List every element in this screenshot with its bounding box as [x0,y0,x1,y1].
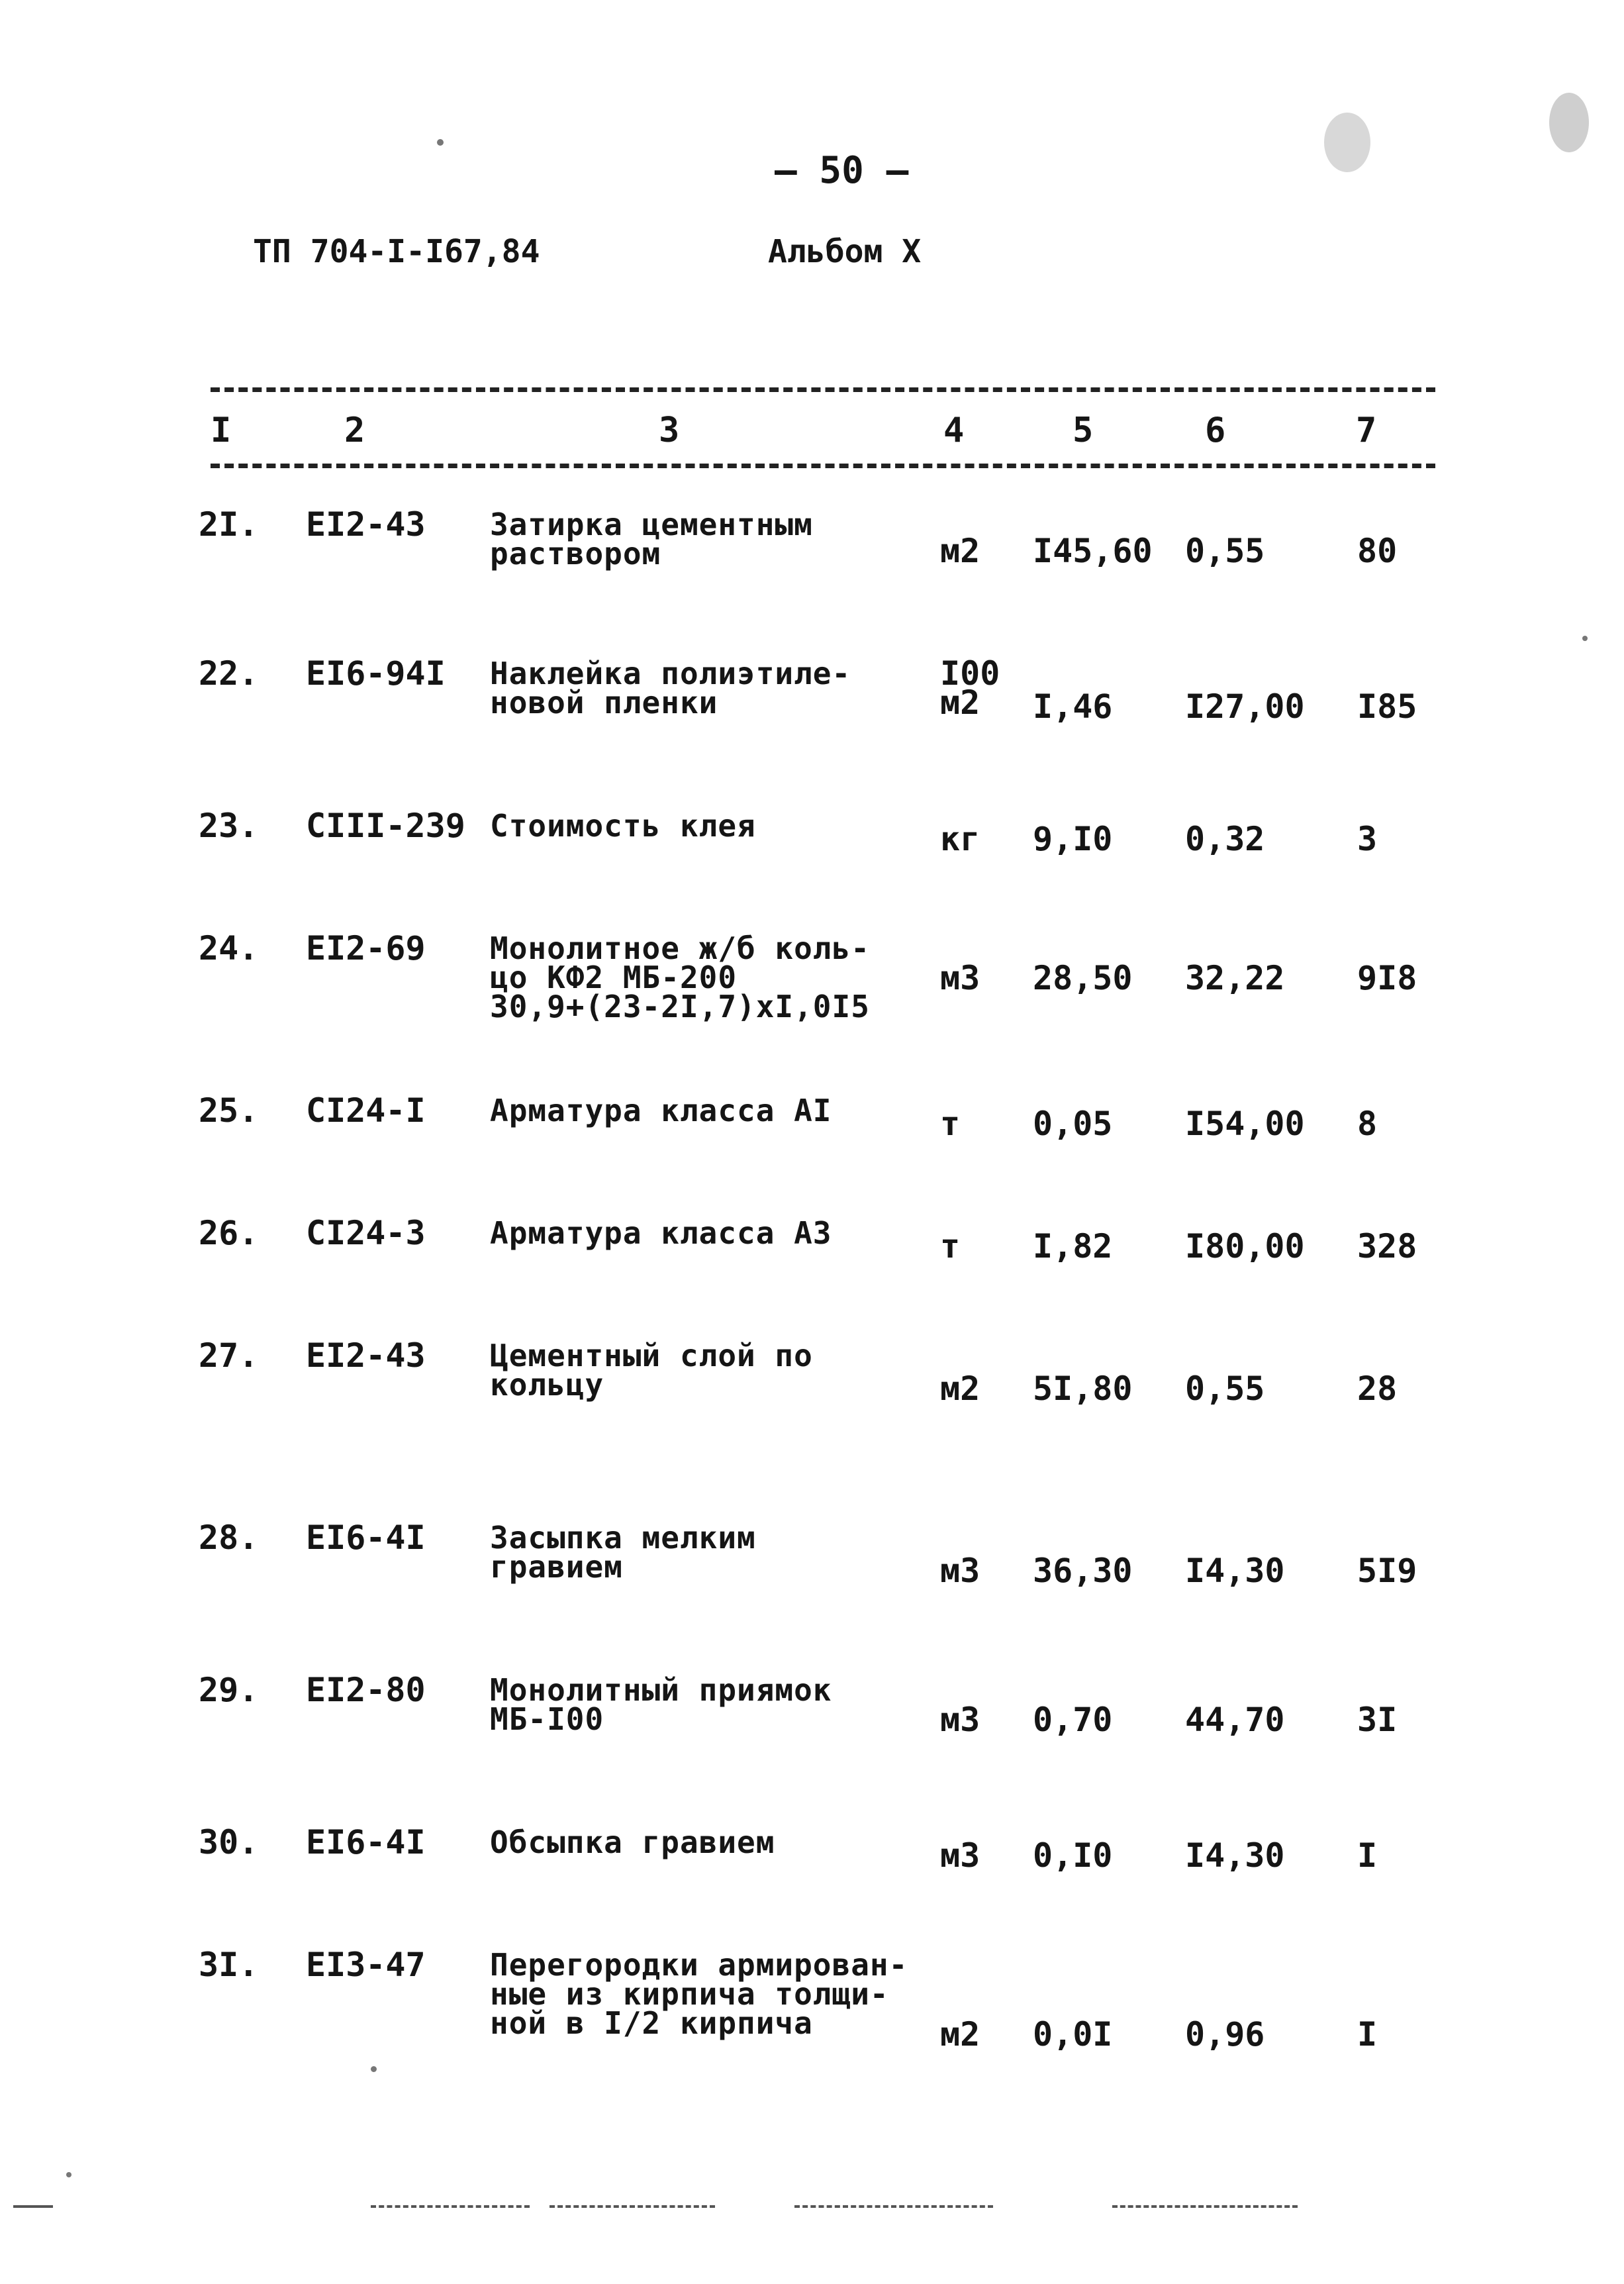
row-total: 8 [1357,1105,1378,1143]
row-unit: т [940,1105,961,1143]
col-head-7: 7 [1356,411,1377,450]
row-unit: м3 [940,1701,980,1739]
col-head-4: 4 [943,411,965,450]
row-code: CIII-239 [306,807,465,845]
row-unit-price: 32,22 [1185,959,1285,997]
row-unit-price: I80,00 [1185,1227,1305,1266]
row-unit-price: 44,70 [1185,1701,1285,1739]
row-number: 30. [199,1823,259,1862]
row-description-line: Стоимость клея [490,808,756,844]
row-number: 24. [199,929,259,968]
row-total: 5I9 [1357,1552,1417,1590]
scan-noise [371,2066,377,2072]
row-quantity: 36,30 [1033,1552,1133,1590]
row-total: 3 [1357,820,1378,858]
row-total: 9I8 [1357,959,1417,997]
row-number: 2I. [199,505,259,544]
row-unit-price: I4,30 [1185,1836,1285,1875]
row-unit-price: 0,55 [1185,1369,1265,1408]
col-head-1: I [211,411,232,450]
row-quantity: 0,70 [1033,1701,1113,1739]
row-description-line: кольцу [490,1367,604,1403]
row-code: EI2-69 [306,929,426,968]
row-number: 22. [199,654,259,693]
row-number: 23. [199,807,259,845]
row-unit: м3 [940,959,980,997]
row-description-line: Засыпка мелким [490,1520,756,1556]
row-code: EI2-80 [306,1671,426,1709]
bottom-rule-4 [1112,2205,1298,2208]
row-unit-price: 0,32 [1185,820,1265,858]
row-unit: м2 [940,2015,980,2054]
row-description-line: ные из кирпича толщи- [490,1976,889,2012]
row-number: 28. [199,1518,259,1557]
col-head-2: 2 [344,411,365,450]
row-total: 80 [1357,532,1398,570]
row-description-line: гравием [490,1549,623,1585]
row-total: I [1357,2015,1378,2054]
row-number: 27. [199,1336,259,1375]
scan-noise [66,2172,72,2177]
table-header-rule [211,464,1435,468]
row-quantity: 9,I0 [1033,820,1113,858]
row-unit: м3 [940,1552,980,1590]
row-number: 26. [199,1214,259,1252]
col-head-6: 6 [1205,411,1226,450]
row-description-line: цо КФ2 МБ-200 [490,960,738,995]
row-description-line: новой пленки [490,685,718,720]
row-number: 29. [199,1671,259,1709]
row-total: 328 [1357,1227,1417,1266]
album-label: Альбом X [768,233,922,270]
row-total: 3I [1357,1701,1398,1739]
row-unit: м2 [940,1369,980,1408]
row-quantity: 28,50 [1033,959,1133,997]
row-description-line: Перегородки армирован- [490,1947,908,1983]
row-description-line: Обсыпка гравием [490,1824,775,1860]
row-description-line: Наклейка полиэтиле- [490,656,851,691]
row-unit: м2 [940,683,980,722]
row-description-line: Монолитный приямок [490,1672,832,1708]
row-code: EI6-4I [306,1518,426,1557]
page-number: — 50 — [775,149,909,192]
row-description-line: Арматура класса AI [490,1093,832,1128]
row-code: EI6-4I [306,1823,426,1862]
scan-noise [437,139,444,146]
row-unit: м2 [940,532,980,570]
table-top-rule [211,387,1435,392]
row-total: I85 [1357,687,1417,726]
margin-mark [13,2205,53,2208]
scan-noise [1582,636,1588,641]
row-description-line: Монолитное ж/б коль- [490,930,870,966]
row-description-line: ной в I/2 кирпича [490,2005,813,2041]
row-description-line: Цементный слой по [490,1338,813,1373]
row-unit: м3 [940,1836,980,1875]
row-description-line: МБ-I00 [490,1701,604,1737]
row-quantity: 0,0I [1033,2015,1113,2054]
row-unit-price: 0,96 [1185,2015,1265,2054]
row-code: CI24-I [306,1091,426,1130]
row-code: EI2-43 [306,505,426,544]
col-head-3: 3 [659,411,680,450]
row-unit-price: 0,55 [1185,532,1265,570]
scan-noise [1324,113,1370,172]
row-code: EI6-94I [306,654,446,693]
row-description-line: раствором [490,536,661,571]
row-total: 28 [1357,1369,1398,1408]
document-code: ТП 704-I-I67,84 [253,233,540,270]
row-description-line: 30,9+(23-2I,7)xI,0I5 [490,989,870,1024]
bottom-rule-2 [549,2205,715,2208]
row-unit-price: I4,30 [1185,1552,1285,1590]
row-quantity: 5I,80 [1033,1369,1133,1408]
row-description-line: Арматура класса A3 [490,1215,832,1251]
row-quantity: I45,60 [1033,532,1153,570]
row-number: 3I. [199,1946,259,1984]
row-total: I [1357,1836,1378,1875]
row-code: CI24-3 [306,1214,426,1252]
scan-noise [1549,93,1589,152]
row-description-line: Затирка цементным [490,507,813,542]
row-unit: I00 [940,654,1000,693]
col-head-5: 5 [1073,411,1094,450]
bottom-rule-3 [794,2205,993,2208]
row-number: 25. [199,1091,259,1130]
row-unit-price: I27,00 [1185,687,1305,726]
row-unit: т [940,1227,961,1266]
row-quantity: 0,I0 [1033,1836,1113,1875]
row-code: EI2-43 [306,1336,426,1375]
row-code: EI3-47 [306,1946,426,1984]
row-quantity: I,46 [1033,687,1113,726]
bottom-rule-1 [371,2205,530,2208]
row-quantity: I,82 [1033,1227,1113,1266]
row-unit-price: I54,00 [1185,1105,1305,1143]
row-quantity: 0,05 [1033,1105,1113,1143]
row-unit: кг [940,820,980,858]
